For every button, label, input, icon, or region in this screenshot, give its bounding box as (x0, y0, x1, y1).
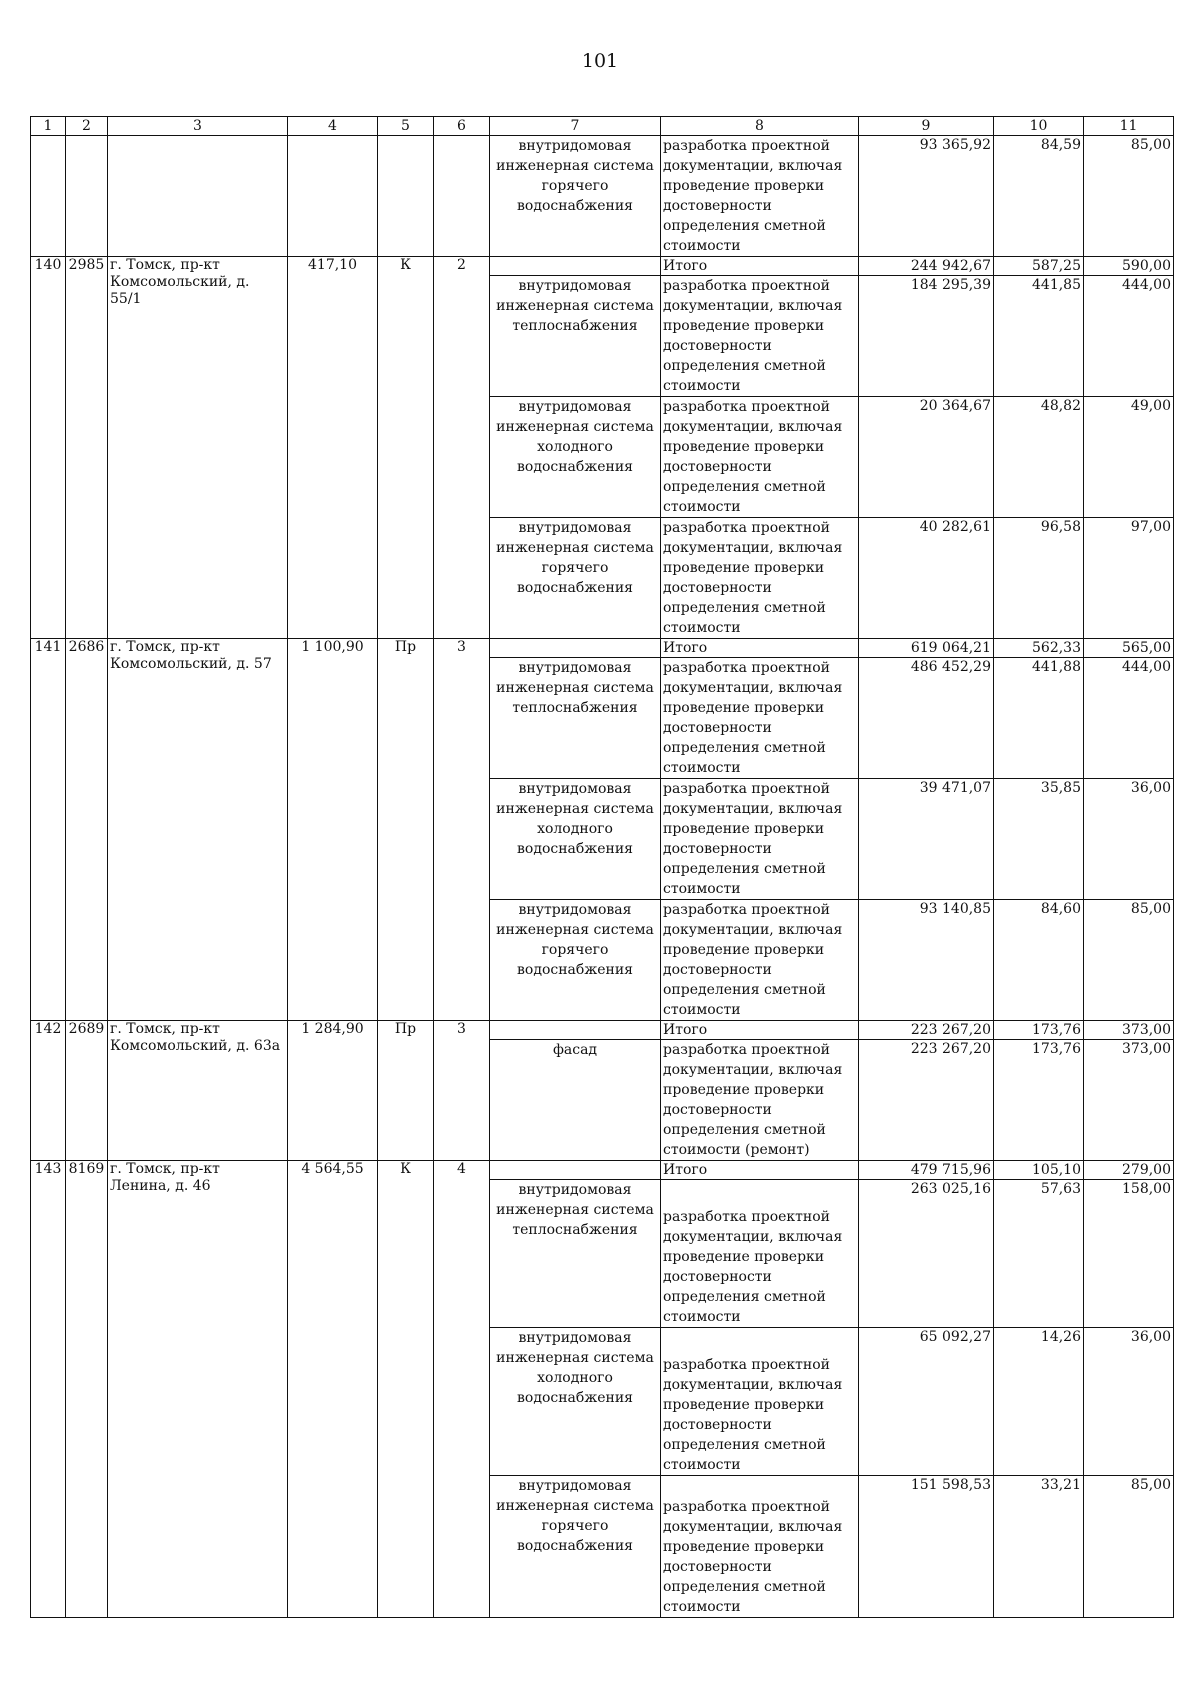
work-description-cell: разработка проектной документации, включая проведение проверки достоверности определения сметной стоимости (ремонт) (661, 1040, 859, 1161)
limit-cost-cell: 49,00 (1084, 397, 1174, 518)
unit-cost-cell: 35,85 (994, 779, 1084, 900)
house-code-cell: 2689 (66, 1021, 108, 1161)
row-number-cell: 140 (31, 257, 66, 639)
system-cell: внутридомовая инженерная система теплоснабжения (490, 1180, 661, 1328)
limit-cost-cell: 373,00 (1084, 1040, 1174, 1161)
work-description-cell: разработка проектной документации, включая проведение проверки достоверности определения сметной стоимости (661, 276, 859, 397)
total-cost-cell: 479 715,96 (859, 1161, 994, 1180)
total-unit-cost-cell: 562,33 (994, 639, 1084, 658)
cost-cell: 151 598,53 (859, 1476, 994, 1618)
empty-cell (288, 136, 378, 257)
house-code-cell: 2686 (66, 639, 108, 1021)
area-cell: 4 564,55 (288, 1161, 378, 1618)
column-header: 9 (859, 117, 994, 136)
empty-cell (490, 257, 661, 276)
type-cell: Пр (378, 639, 434, 1021)
limit-cost-cell: 97,00 (1084, 518, 1174, 639)
total-row (31, 639, 1174, 658)
system-cell: внутридомовая инженерная система горячего водоснабжения (490, 900, 661, 1021)
column-header: 10 (994, 117, 1084, 136)
total-label: Итого (661, 1021, 859, 1040)
house-code-cell: 2985 (66, 257, 108, 639)
limit-cost-cell: 36,00 (1084, 1328, 1174, 1476)
group-cell: 3 (434, 1021, 490, 1161)
system-cell: внутридомовая инженерная система теплоснабжения (490, 276, 661, 397)
page-number: 101 (581, 50, 619, 72)
limit-cost-cell: 36,00 (1084, 779, 1174, 900)
table-header-row (31, 117, 1174, 136)
empty-cell (108, 136, 288, 257)
empty-cell (434, 136, 490, 257)
work-description-cell: разработка проектной документации, включая проведение проверки достоверности определения сметной стоимости (661, 1328, 859, 1476)
limit-cost-cell: 158,00 (1084, 1180, 1174, 1328)
cost-cell: 486 452,29 (859, 658, 994, 779)
works-table (30, 116, 1174, 1618)
type-cell: К (378, 1161, 434, 1618)
total-unit-cost-cell: 105,10 (994, 1161, 1084, 1180)
total-unit-cost-cell: 173,76 (994, 1021, 1084, 1040)
work-description-cell: разработка проектной документации, включая проведение проверки достоверности определения сметной стоимости (661, 779, 859, 900)
system-cell: внутридомовая инженерная система теплоснабжения (490, 658, 661, 779)
total-row (31, 1161, 1174, 1180)
type-cell: К (378, 257, 434, 639)
work-description-cell: разработка проектной документации, включая проведение проверки достоверности определения сметной стоимости (661, 1476, 859, 1618)
system-cell: внутридомовая инженерная система холодного водоснабжения (490, 1328, 661, 1476)
column-header: 3 (108, 117, 288, 136)
unit-cost-cell: 96,58 (994, 518, 1084, 639)
empty-cell (66, 136, 108, 257)
address-cell: г. Томск, пр-кт Комсомольский, д. 55/1 (108, 257, 288, 639)
work-description-cell: разработка проектной документации, включая проведение проверки достоверности определения сметной стоимости (661, 518, 859, 639)
column-header: 11 (1084, 117, 1174, 136)
area-cell: 1 284,90 (288, 1021, 378, 1161)
limit-cost-cell: 85,00 (1084, 1476, 1174, 1618)
total-label: Итого (661, 1161, 859, 1180)
row-number-cell: 142 (31, 1021, 66, 1161)
house-code-cell: 8169 (66, 1161, 108, 1618)
column-header: 5 (378, 117, 434, 136)
unit-cost-cell: 33,21 (994, 1476, 1084, 1618)
unit-cost-cell: 14,26 (994, 1328, 1084, 1476)
cost-cell: 263 025,16 (859, 1180, 994, 1328)
total-row (31, 1021, 1174, 1040)
group-cell: 4 (434, 1161, 490, 1618)
total-cost-cell: 619 064,21 (859, 639, 994, 658)
cost-cell: 93 140,85 (859, 900, 994, 1021)
limit-cost-cell: 85,00 (1084, 136, 1174, 257)
unit-cost-cell: 57,63 (994, 1180, 1084, 1328)
system-cell: внутридомовая инженерная система холодного водоснабжения (490, 779, 661, 900)
cost-cell: 65 092,27 (859, 1328, 994, 1476)
work-description-cell: разработка проектной документации, включая проведение проверки достоверности определения сметной стоимости (661, 900, 859, 1021)
column-header: 8 (661, 117, 859, 136)
cost-cell: 223 267,20 (859, 1040, 994, 1161)
limit-cost-cell: 444,00 (1084, 658, 1174, 779)
system-cell: фасад (490, 1040, 661, 1161)
type-cell: Пр (378, 1021, 434, 1161)
total-limit-cost-cell: 590,00 (1084, 257, 1174, 276)
system-cell: внутридомовая инженерная система горячего водоснабжения (490, 1476, 661, 1618)
work-description-cell: разработка проектной документации, включая проведение проверки достоверности определения сметной стоимости (661, 397, 859, 518)
cost-cell: 93 365,92 (859, 136, 994, 257)
empty-cell (378, 136, 434, 257)
group-cell: 2 (434, 257, 490, 639)
unit-cost-cell: 84,60 (994, 900, 1084, 1021)
group-cell: 3 (434, 639, 490, 1021)
empty-cell (31, 136, 66, 257)
row-number-cell: 141 (31, 639, 66, 1021)
work-description-cell: разработка проектной документации, включая проведение проверки достоверности определения сметной стоимости (661, 136, 859, 257)
row-number-cell: 143 (31, 1161, 66, 1618)
table-row (31, 136, 1174, 257)
work-description-cell: разработка проектной документации, включая проведение проверки достоверности определения сметной стоимости (661, 658, 859, 779)
empty-cell (490, 1161, 661, 1180)
total-label: Итого (661, 257, 859, 276)
total-limit-cost-cell: 565,00 (1084, 639, 1174, 658)
cost-cell: 39 471,07 (859, 779, 994, 900)
limit-cost-cell: 85,00 (1084, 900, 1174, 1021)
system-cell: внутридомовая инженерная система холодного водоснабжения (490, 397, 661, 518)
cost-cell: 40 282,61 (859, 518, 994, 639)
unit-cost-cell: 173,76 (994, 1040, 1084, 1161)
total-cost-cell: 223 267,20 (859, 1021, 994, 1040)
area-cell: 417,10 (288, 257, 378, 639)
empty-cell (490, 639, 661, 658)
column-header: 7 (490, 117, 661, 136)
cost-cell: 184 295,39 (859, 276, 994, 397)
total-cost-cell: 244 942,67 (859, 257, 994, 276)
unit-cost-cell: 441,88 (994, 658, 1084, 779)
unit-cost-cell: 84,59 (994, 136, 1084, 257)
area-cell: 1 100,90 (288, 639, 378, 1021)
system-cell: внутридомовая инженерная система горячего водоснабжения (490, 518, 661, 639)
total-limit-cost-cell: 279,00 (1084, 1161, 1174, 1180)
total-unit-cost-cell: 587,25 (994, 257, 1084, 276)
cost-cell: 20 364,67 (859, 397, 994, 518)
address-cell: г. Томск, пр-кт Комсомольский, д. 63а (108, 1021, 288, 1161)
empty-cell (490, 1021, 661, 1040)
column-header: 4 (288, 117, 378, 136)
address-cell: г. Томск, пр-кт Ленина, д. 46 (108, 1161, 288, 1618)
limit-cost-cell: 444,00 (1084, 276, 1174, 397)
unit-cost-cell: 48,82 (994, 397, 1084, 518)
system-cell: внутридомовая инженерная система горячего водоснабжения (490, 136, 661, 257)
unit-cost-cell: 441,85 (994, 276, 1084, 397)
column-header: 1 (31, 117, 66, 136)
column-header: 2 (66, 117, 108, 136)
total-limit-cost-cell: 373,00 (1084, 1021, 1174, 1040)
column-header: 6 (434, 117, 490, 136)
address-cell: г. Томск, пр-кт Комсомольский, д. 57 (108, 639, 288, 1021)
total-label: Итого (661, 639, 859, 658)
work-description-cell: разработка проектной документации, включая проведение проверки достоверности определения сметной стоимости (661, 1180, 859, 1328)
total-row (31, 257, 1174, 276)
